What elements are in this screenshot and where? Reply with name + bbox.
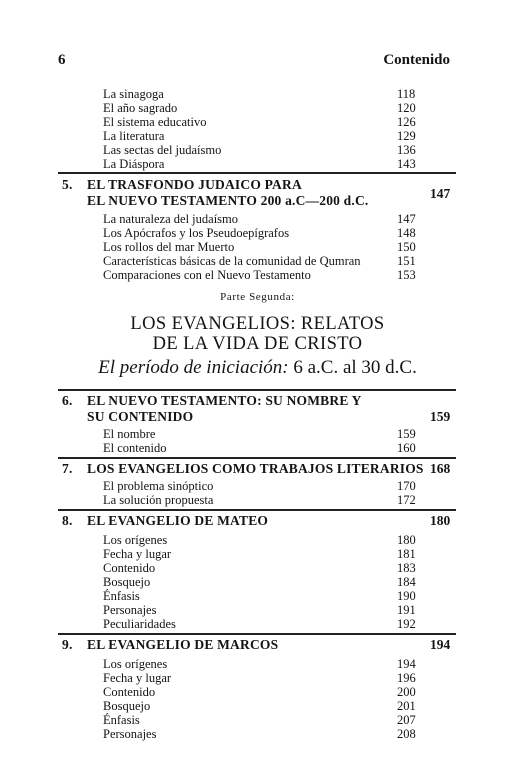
toc-subentry-title: Fecha y lugar <box>103 547 172 561</box>
toc-subentry-page: 159 <box>397 427 416 441</box>
toc-subentry-page: 196 <box>397 671 416 685</box>
toc-subentry-page: 180 <box>397 533 416 547</box>
chapter-number: 8. <box>62 513 73 528</box>
toc-subentry-page: 151 <box>397 254 416 268</box>
chapter-title-line1: LOS EVANGELIOS COMO TRABAJOS LITERARIOS <box>87 461 424 476</box>
toc-subentry-title: La naturaleza del judaísmo <box>103 212 239 226</box>
toc-subentry-title: Bosquejo <box>103 699 151 713</box>
toc-subentry-page: 194 <box>397 657 416 671</box>
toc-subentry-page: 129 <box>397 129 416 143</box>
toc-subentry-title: Los orígenes <box>103 533 168 547</box>
toc-subentry-title: El nombre <box>103 427 156 441</box>
toc-subentry-page: 147 <box>397 212 416 226</box>
toc-subentry-title: La sinagoga <box>103 87 164 101</box>
toc-subentry-page: 148 <box>397 226 416 240</box>
toc-subentry-title: La Diáspora <box>103 157 165 171</box>
toc-subentry-title: El problema sinóptico <box>103 479 214 493</box>
toc-subentry-page: 170 <box>397 479 416 493</box>
chapter-page: 159 <box>430 409 451 424</box>
toc-subentry-title: Contenido <box>103 685 156 699</box>
toc-subentry-page: 191 <box>397 603 416 617</box>
toc-subentry-title: Características básicas de la comunidad de Qumran <box>103 254 361 268</box>
toc-subentry-page: 120 <box>397 101 416 115</box>
section-divider <box>58 509 456 511</box>
toc-subentry-title: Contenido <box>103 561 156 575</box>
chapter-number: 7. <box>62 461 73 476</box>
section-divider <box>58 389 456 391</box>
chapter-number: 9. <box>62 637 73 652</box>
toc-subentry-page: 160 <box>397 441 416 455</box>
toc-subentry-page: 183 <box>397 561 416 575</box>
toc-subentry-page: 200 <box>397 685 416 699</box>
toc-subentry-page: 181 <box>397 547 416 561</box>
chapter-title-line2: SU CONTENIDO <box>87 409 194 424</box>
section-divider <box>58 633 456 635</box>
part-title-line1: LOS EVANGELIOS: RELATOS <box>130 314 385 334</box>
toc-subentry-page: 184 <box>397 575 416 589</box>
toc-subentry-title: Los Apócrafos y los Pseudoepígrafos <box>103 226 290 240</box>
section-divider <box>58 172 456 174</box>
chapter-number: 6. <box>62 393 73 408</box>
toc-subentry-title: Peculiaridades <box>103 617 176 631</box>
chapter-page: 180 <box>430 513 451 528</box>
toc-subentry-page: 118 <box>397 87 416 101</box>
toc-subentry-title: Énfasis <box>103 589 140 603</box>
part-label: Parte Segunda: <box>220 291 295 303</box>
period-label: El período de iniciación: <box>98 357 289 378</box>
toc-subentry-page: 190 <box>397 589 416 603</box>
toc-subentry-page: 143 <box>397 157 416 171</box>
toc-subentry-page: 153 <box>397 268 416 282</box>
chapter-page: 147 <box>430 186 451 201</box>
chapter-title-line1: EL EVANGELIO DE MATEO <box>87 513 269 528</box>
toc-subentry-title: Comparaciones con el Nuevo Testamento <box>103 268 311 282</box>
toc-subentry-title: Los rollos del mar Muerto <box>103 240 235 254</box>
toc-subentry-title: Personajes <box>103 603 157 617</box>
chapter-title-line2: EL NUEVO TESTAMENTO 200 a.C—200 d.C. <box>87 193 369 208</box>
page-number: 6 <box>58 52 66 68</box>
chapter-page: 194 <box>430 637 451 652</box>
chapter-page: 168 <box>430 461 451 476</box>
part-period <box>0 357 515 379</box>
toc-subentry-page: 150 <box>397 240 416 254</box>
toc-subentry-page: 208 <box>397 727 416 741</box>
toc-subentry-page: 126 <box>397 115 416 129</box>
period-dates: 6 a.C. al 30 d.C. <box>293 357 417 378</box>
part-title-line2: DE LA VIDA DE CRISTO <box>152 334 363 354</box>
running-title: Contenido <box>383 52 450 68</box>
toc-subentry-title: La solución propuesta <box>103 493 214 507</box>
toc-subentry-title: El año sagrado <box>103 101 178 115</box>
chapter-number: 5. <box>62 177 73 192</box>
toc-subentry-title: Énfasis <box>103 713 140 727</box>
chapter-title-line1: EL NUEVO TESTAMENTO: SU NOMBRE Y <box>87 393 362 408</box>
toc-subentry-page: 136 <box>397 143 416 157</box>
toc-subentry-title: La literatura <box>103 129 165 143</box>
chapter-title-line1: EL EVANGELIO DE MARCOS <box>87 637 279 652</box>
chapter-title-line1: EL TRASFONDO JUDAICO PARA <box>87 177 302 192</box>
section-divider <box>58 457 456 459</box>
toc-subentry-title: Fecha y lugar <box>103 671 172 685</box>
toc-subentry-title: El contenido <box>103 441 167 455</box>
toc-subentry-title: Los orígenes <box>103 657 168 671</box>
toc-subentry-title: Las sectas del judaísmo <box>103 143 222 157</box>
toc-subentry-page: 192 <box>397 617 416 631</box>
toc-subentry-page: 172 <box>397 493 416 507</box>
toc-subentry-page: 201 <box>397 699 416 713</box>
toc-subentry-title: El sistema educativo <box>103 115 207 129</box>
toc-subentry-title: Personajes <box>103 727 157 741</box>
toc-subentry-title: Bosquejo <box>103 575 151 589</box>
toc-subentry-page: 207 <box>397 713 416 727</box>
